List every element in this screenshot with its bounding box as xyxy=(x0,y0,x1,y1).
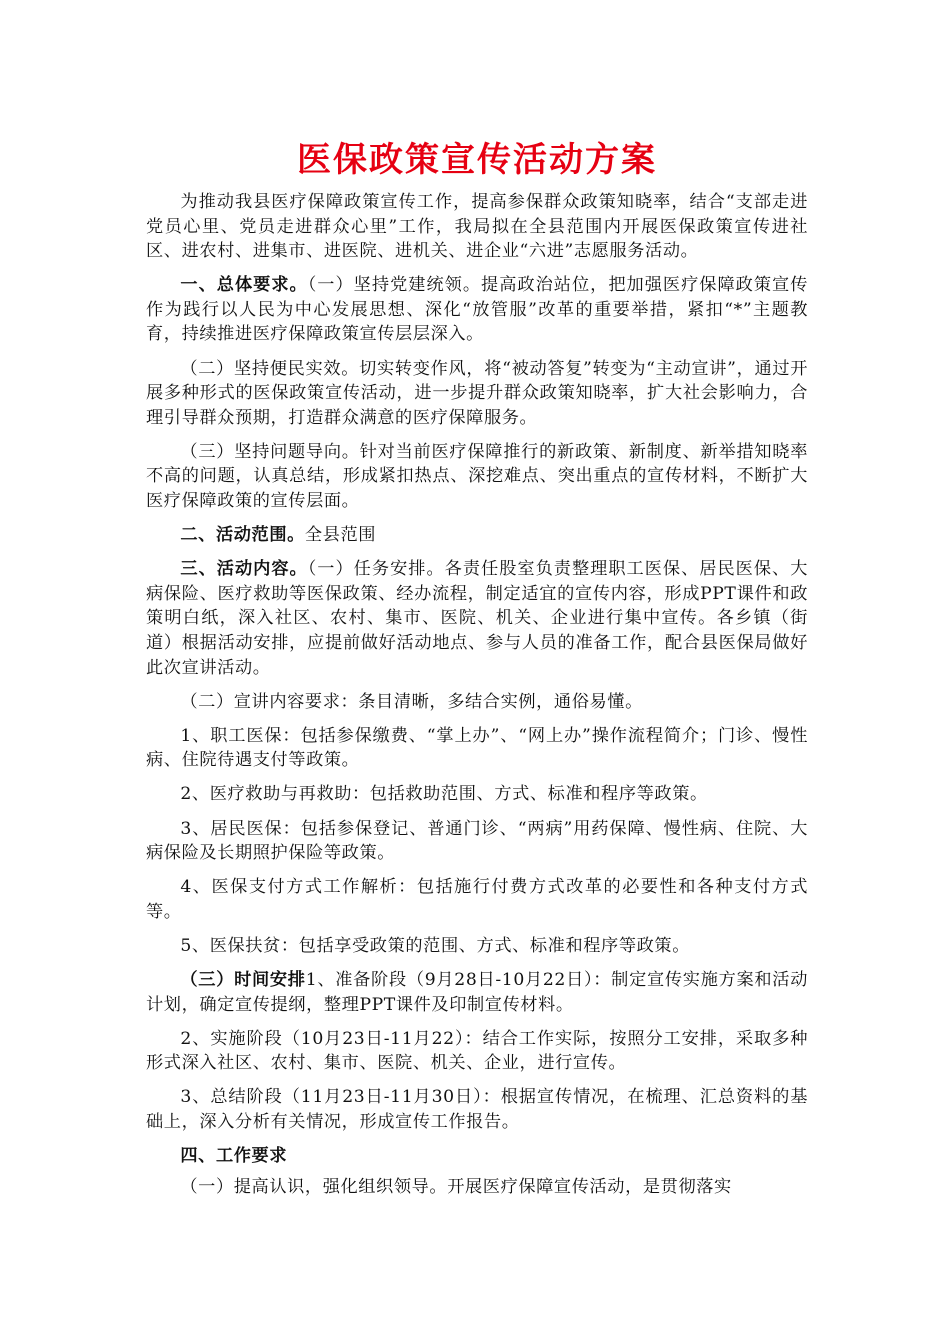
schedule-heading: （三）时间安排 xyxy=(180,970,306,991)
section-1-paragraph-3: （三）坚持问题导向。针对当前医疗保障推行的新政策、新制度、新举措知晓率不高的问题，认真总结，形成紧扣热点、深挖难点、突出重点的宣传材料，不断扩大医疗保障政策的宣传层面。 xyxy=(146,441,808,512)
section-4-heading: 四、工作要求 xyxy=(180,1146,288,1167)
section-3-heading: 三、活动内容。 xyxy=(180,559,308,580)
section-2-paragraph xyxy=(146,523,808,548)
section-2-heading: 二、活动范围。 xyxy=(180,525,305,546)
section-1-text-1: （一）坚持党建统领。提高政治站位，把加强医疗保障政策宣传作为践行以人民为中心发展思想、深化“放管服”改革的重要举措，紧扣“*”主题教育，持续推进医疗保障政策宣传层层深入。 xyxy=(146,275,809,345)
section-3-item-2: 2、医疗救助与再救助：包括救助范围、方式、标准和程序等政策。 xyxy=(180,784,708,805)
section-3-item-5: 5、医保扶贫：包括享受政策的范围、方式、标准和程序等政策。 xyxy=(180,935,690,956)
section-4-paragraph-1: （一）提高认识，强化组织领导。开展医疗保障宣传活动，是贯彻落实 xyxy=(180,1176,732,1197)
section-2-text: 全县范围 xyxy=(304,525,377,546)
document-page xyxy=(146,138,808,1209)
section-3-item-1: 1、职工医保：包括参保缴费、“掌上办”、“网上办”操作流程简介；门诊、慢性病、住院待遇支付等政策。 xyxy=(146,725,808,771)
document-title: 医保政策宣传活动方案 xyxy=(297,140,657,180)
section-4-heading-paragraph xyxy=(146,1144,808,1169)
section-3-text-1: （一）任务安排。各责任股室负责整理职工医保、居民医保、大病保险、医疗救助等医保政策、经办流程，制定适宜的宣传内容，形成PPT课件和政策明白纸，深入社区、农村、集市、医院、机关、企业进行集中宣传。各乡镇（街道）根据活动安排，应提前做好活动地点、参与人员的准备工作，配合县医保局做好此次宣讲活动。 xyxy=(146,559,809,678)
section-3-item-3: 3、居民医保：包括参保登记、普通门诊、“两病”用药保障、慢性病、住院、大病保险及长期照护保险等政策。 xyxy=(146,818,808,864)
section-3-paragraph-2: （二）宣讲内容要求：条目清晰，多结合实例，通俗易懂。 xyxy=(180,691,643,712)
section-3-paragraph-1 xyxy=(146,557,808,680)
section-1-paragraph-2: （二）坚持便民实效。切实转变作风，将“被动答复”转变为“主动宣讲”，通过开展多种形式的医保政策宣传活动，进一步提升群众政策知晓率，扩大社会影响力，合理引导群众预期，打造群众满意的医疗保障服务。 xyxy=(146,358,808,428)
schedule-stage-2: 2、实施阶段（10月23日-11月22）：结合工作实际，按照分工安排，采取多种形式深入社区、农村、集市、医院、机关、企业，进行宣传。 xyxy=(146,1028,808,1074)
section-1-heading: 一、总体要求。 xyxy=(180,275,308,296)
schedule-stage-1: 1、准备阶段（9月28日-10月22日）：制定宣传实施方案和活动计划，确定宣传提纲，整理PPT课件及印制宣传材料。 xyxy=(146,970,808,1015)
intro-paragraph: 为推动我县医疗保障政策宣传工作，提高参保群众政策知晓率，结合“支部走进党员心里、党员走进群众心里”工作，我局拟在全县范围内开展医保政策宣传进社区、进农村、进集市、进医院、进机关、进企业“六进”志愿服务活动。 xyxy=(146,192,808,262)
section-3-item-4: 4、医保支付方式工作解析：包括施行付费方式改革的必要性和各种支付方式等。 xyxy=(146,877,808,922)
section-1-paragraph-1 xyxy=(146,273,808,347)
schedule-stage-3: 3、总结阶段（11月23日-11月30日）：根据宣传情况，在梳理、汇总资料的基础上，深入分析有关情况，形成宣传工作报告。 xyxy=(146,1087,808,1132)
section-3-paragraph-3 xyxy=(146,968,808,1017)
